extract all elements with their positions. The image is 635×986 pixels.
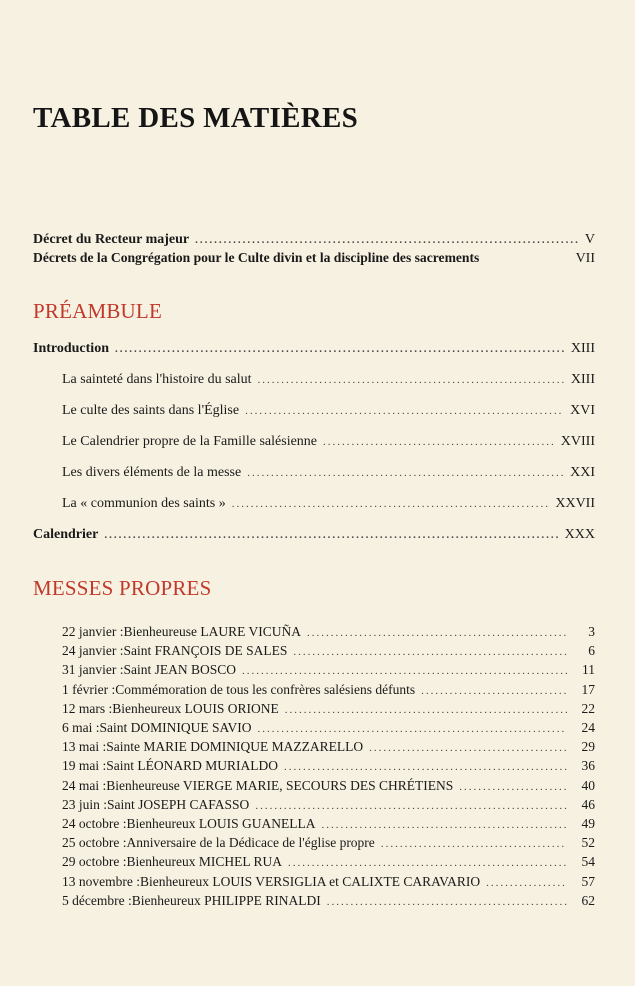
entry-date: 29 octobre :	[62, 854, 127, 870]
entry-label: La sainteté dans l'histoire du salut	[62, 372, 252, 387]
entry-page: XVI	[570, 403, 595, 418]
toc-entry-mass[interactable]	[62, 720, 595, 736]
entry-page: 62	[581, 892, 595, 908]
entry-label: Bienheureux LOUIS ORIONE	[112, 700, 279, 716]
entry-page: 49	[581, 816, 595, 831]
leader-dots	[288, 857, 567, 869]
leader-dots	[115, 343, 565, 355]
entry-page: XIII	[570, 372, 595, 387]
entry-label: Sainte MARIE DOMINIQUE MAZZARELLO	[106, 739, 364, 755]
toc-entry-calendrier-propre[interactable]	[62, 434, 595, 450]
toc-entry-mass[interactable]	[62, 835, 595, 851]
toc-entry-mass[interactable]	[62, 643, 595, 659]
toc-entry-decrets-congregation[interactable]	[33, 250, 595, 267]
entry-label: Anniversaire de la Dédicace de l'église propre	[126, 835, 375, 851]
entry-date: 25 octobre :	[62, 835, 127, 851]
toc-entry-culte-saints[interactable]	[62, 403, 595, 419]
leader-dots	[242, 665, 567, 677]
toc-entry-mass[interactable]	[62, 624, 595, 640]
entry-label: Bienheureux MICHEL RUA	[126, 854, 282, 870]
toc-entry-mass[interactable]	[62, 893, 595, 909]
entry-label: Bienheureuse LAURE VICUÑA	[123, 624, 301, 639]
entry-page: 46	[581, 796, 595, 812]
section-heading-preambule: PRÉAMBULE	[33, 299, 162, 323]
entry-date: 1 février :	[62, 681, 116, 697]
toc-entry-decret-recteur[interactable]	[33, 232, 595, 248]
entry-date: 13 mai :	[62, 739, 107, 755]
entry-date: 24 octobre :	[62, 816, 127, 831]
leader-dots	[381, 838, 567, 850]
entry-label: Saint LÉONARD MURIALDO	[106, 758, 278, 774]
entry-page: 40	[581, 777, 595, 793]
toc-entry-mass[interactable]	[62, 816, 595, 832]
entry-date: 19 mai :	[62, 758, 107, 774]
leader-dots	[104, 529, 558, 541]
entry-label: Bienheureux LOUIS GUANELLA	[126, 816, 316, 831]
leader-dots	[293, 646, 567, 658]
leader-dots	[459, 781, 567, 793]
toc-entry-mass[interactable]	[62, 854, 595, 870]
entry-date: 22 janvier :	[62, 624, 124, 639]
leader-dots	[321, 819, 567, 831]
entry-label: Les divers éléments de la messe	[62, 465, 242, 480]
entry-date: 24 mai :	[62, 777, 107, 793]
leader-dots	[323, 436, 555, 448]
toc-entry-mass[interactable]	[62, 758, 595, 774]
entry-page: 11	[582, 662, 595, 678]
leader-dots	[284, 761, 567, 773]
entry-date: 12 mars :	[62, 700, 113, 716]
entry-label: Saint JEAN BOSCO	[123, 662, 236, 678]
entry-label: Le Calendrier propre de la Famille salésienne	[62, 434, 318, 449]
entry-label: Saint FRANÇOIS DE SALES	[123, 643, 288, 659]
toc-entry-mass[interactable]	[62, 739, 595, 755]
entry-page: XXVII	[555, 496, 595, 511]
entry-page: VII	[575, 251, 595, 266]
entry-page: 17	[581, 681, 595, 697]
leader-dots	[255, 800, 567, 812]
toc-entry-saintete[interactable]	[62, 372, 595, 388]
entry-label: Le culte des saints dans l'Église	[62, 403, 240, 418]
entry-page: 29	[581, 739, 595, 755]
entry-label: Saint DOMINIQUE SAVIO	[99, 720, 252, 735]
entry-date: 24 janvier :	[62, 643, 124, 659]
entry-page: 36	[581, 758, 595, 774]
leader-dots	[369, 742, 567, 754]
entry-label: Commémoration de tous les confrères salésiens défunts	[115, 681, 416, 697]
toc-entry-mass[interactable]	[62, 874, 595, 890]
entry-page: V	[584, 232, 595, 247]
entry-page: 3	[588, 624, 595, 639]
entry-page: 54	[581, 854, 595, 870]
entry-label: Saint JOSEPH CAFASSO	[107, 796, 250, 812]
leader-dots	[245, 405, 564, 417]
entry-page: XXX	[564, 527, 595, 542]
leader-dots	[195, 234, 579, 246]
entry-label: Décrets de la Congrégation pour le Culte divin et la discipline des sacrements	[33, 250, 480, 265]
page-title: TABLE DES MATIÈRES	[33, 102, 359, 134]
section-heading-messes-propres: MESSES PROPRES	[33, 576, 212, 600]
entry-page: 6	[588, 643, 595, 659]
entry-date: 31 janvier :	[62, 662, 124, 678]
leader-dots	[486, 877, 567, 889]
leader-dots	[232, 498, 550, 510]
toc-entry-calendrier[interactable]	[33, 527, 595, 543]
entry-page: XVIII	[560, 434, 595, 449]
entry-label: Calendrier	[33, 527, 99, 542]
entry-page: XXI	[570, 465, 595, 480]
toc-entry-communion-saints[interactable]	[62, 496, 595, 512]
entry-page: 22	[581, 700, 595, 716]
entry-date: 23 juin :	[62, 796, 108, 812]
entry-label: Bienheureuse VIERGE MARIE, SECOURS DES CHRÉTIENS	[106, 777, 454, 793]
leader-dots	[258, 723, 567, 735]
entry-label: Décret du Recteur majeur	[33, 232, 190, 247]
toc-entry-mass[interactable]	[62, 682, 595, 698]
leader-dots	[285, 704, 567, 716]
toc-entry-mass[interactable]	[62, 701, 595, 717]
entry-date: 5 décembre :	[62, 892, 132, 908]
leader-dots	[258, 374, 565, 386]
entry-page: 24	[581, 720, 595, 735]
toc-entry-mass[interactable]	[62, 778, 595, 794]
leader-dots	[247, 467, 564, 479]
toc-entry-introduction[interactable]	[33, 341, 595, 357]
entry-label: Introduction	[33, 341, 109, 356]
entry-page: 57	[581, 873, 595, 889]
toc-entry-mass[interactable]	[62, 797, 595, 813]
leader-dots	[421, 685, 567, 697]
leader-dots	[327, 896, 567, 908]
leader-dots	[307, 627, 567, 639]
entry-label: La « communion des saints »	[62, 496, 226, 511]
entry-page: XIII	[570, 341, 595, 356]
entry-label: Bienheureux PHILIPPE RINALDI	[131, 892, 321, 908]
toc-entry-mass[interactable]	[62, 662, 595, 678]
entry-date: 13 novembre :	[62, 873, 140, 889]
toc-entry-elements-messe[interactable]	[62, 465, 595, 481]
entry-page: 52	[581, 835, 595, 851]
entry-date: 6 mai :	[62, 720, 100, 735]
entry-label: Bienheureux LOUIS VERSIGLIA et CALIXTE CARAVARIO	[139, 873, 481, 889]
